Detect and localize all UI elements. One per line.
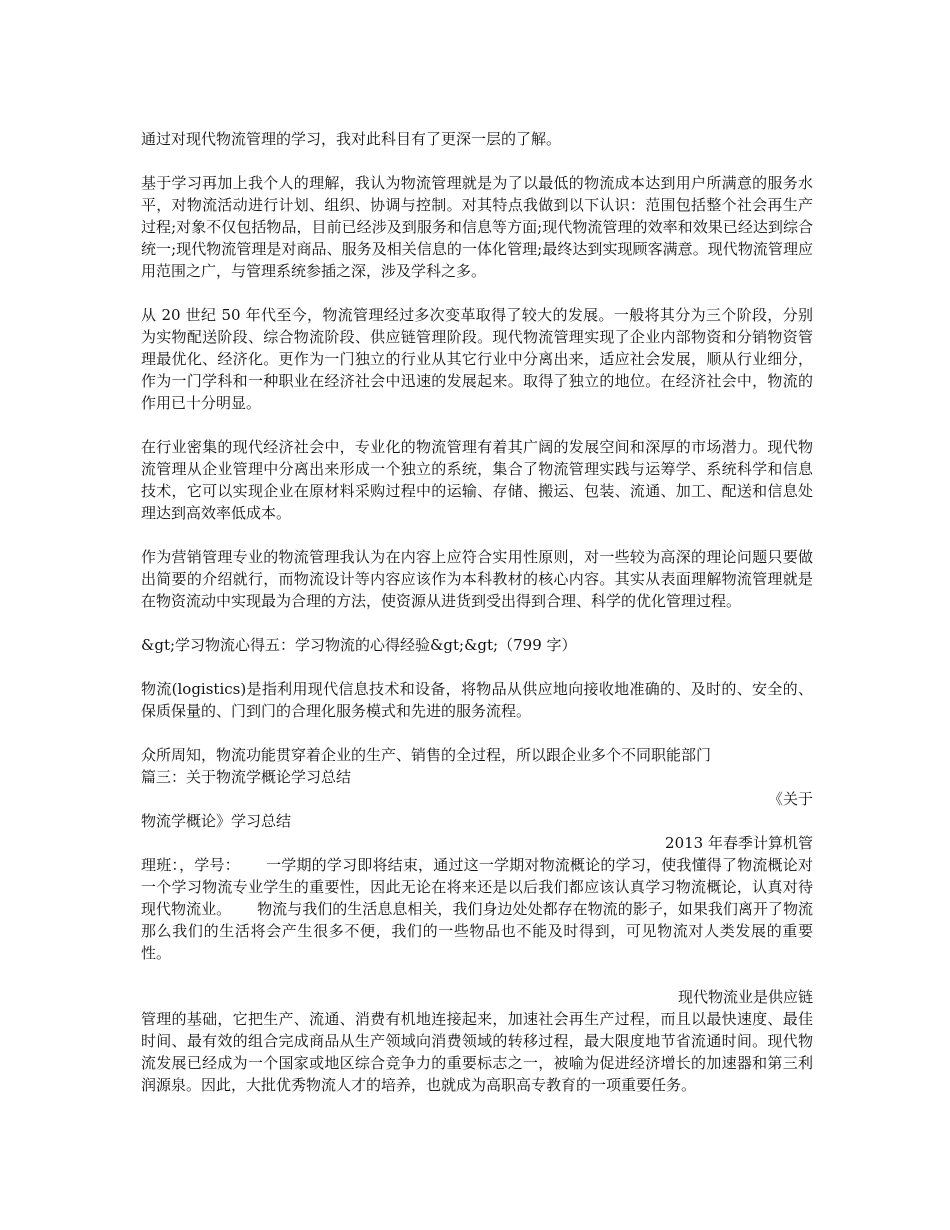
paragraph-marketing: 作为营销管理专业的物流管理我认为在内容上应符合实用性原则，对一些较为高深的理论问题只要做出简要的介绍就行，而物流设计等内容应该作为本科教材的核心内容。其实从表面理解物流管理就是在物资流动中实现最为合理的方法，使资源从进货到受出得到合理、科学的优化管理过程。	[141, 548, 813, 610]
title-right: 《关于	[767, 790, 813, 808]
document-body	[141, 128, 813, 1118]
paragraph-heading-five: &gt;学习物流心得五：学习物流的心得经验&gt;&gt;（799 字）	[141, 636, 577, 654]
study-life-text: 物流与我们的生活息息相关，我们身边处处都存在物流的影子，如果我们离开了物流那么我们的生活将会产生很多不便，我们的一些物品也不能及时得到，可见物流对人类发展的重要性。	[141, 900, 813, 962]
study-summary-text: 一学期的学习即将结束，通过这一学期对物流概论的学习，使我懂得了物流概论对一个学习物流专业学生的重要性，因此无论在将来还是以后我们都应该认真学习物流概论，认真对待现代物流业。	[141, 856, 813, 918]
paragraph-industry: 在行业密集的现代经济社会中，专业化的物流管理有着其广阔的发展空间和深厚的市场潜力。现代物流管理从企业管理中分离出来形成一个独立的系统，集合了物流管理实践与运筹学、系统科学和信息技术，它可以实现企业在原材料采购过程中的运输、存储、搬运、包装、流通、加工、配送和信息处理达到高效率低成本。	[141, 438, 813, 522]
paragraph-intro: 通过对现代物流管理的学习，我对此科目有了更深一层的了解。	[141, 130, 562, 148]
line-functions: 众所周知，物流功能贯穿着企业的生产、销售的全过程，所以跟企业多个不同职能部门	[141, 746, 712, 764]
paragraph-final: 管理的基础，它把生产、流通、消费有机地连接起来，加速社会再生产过程，而且以最快速度、最佳时间、最有效的组合完成商品从生产领域向消费领域的转移过程，最大限度地节省流通时间。现代物流发展已经成为一个国家或地区综合竞争力的重要标志之一，被喻为促进经济增长的加速器和第三利润源泉。因此，大批优秀物流人才的培养，也就成为高职高专教育的一项重要任务。	[141, 1010, 813, 1094]
class-label: 理班：，学号：	[141, 856, 240, 874]
paragraph-history: 从 20 世纪 50 年代至今，物流管理经过多次变革取得了较大的发展。一般将其分为三个阶段，分别为实物配送阶段、综合物流阶段、供应链管理阶段。现代物流管理实现了企业内部物资和分销物资管理最优化、经济化。更作为一门独立的行业从其它行业中分离出来，适应社会发展，顺从行业细分，作为一门学科和一种职业在经济社会中迅速的发展起来。取得了独立的地位。在经济社会中，物流的作用已十分明显。	[141, 306, 813, 412]
section-heading: 篇三：关于物流学概论学习总结	[141, 768, 352, 786]
paragraph-definition: 基于学习再加上我个人的理解，我认为物流管理就是为了以最低的物流成本达到用户所满意的服务水平，对物流活动进行计划、组织、协调与控制。对其特点我做到以下认识：范围包括整个社会再生产过程;对象不仅包括物品，目前已经涉及到服务和信息等方面;现代物流管理的效率和效果已经达到综合统一;现代物流管理是对商品、服务及相关信息的一体化管理;最终达到实现顾客满意。现代物流管理应用范围之广，与管理系统参插之深，涉及学科之多。	[141, 174, 813, 280]
paragraph-logistics-def: 物流(logistics)是指利用现代信息技术和设备，将物品从供应地向接收地准确的、及时的、安全的、保质保量的、门到门的合理化服务模式和先进的服务流程。	[141, 680, 813, 720]
final-right: 现代物流业是供应链	[677, 988, 813, 1006]
title-continued: 物流学概论》学习总结	[141, 812, 292, 830]
paragraph-study-summary	[141, 854, 813, 964]
class-right: 2013 年春季计算机管	[665, 834, 813, 852]
